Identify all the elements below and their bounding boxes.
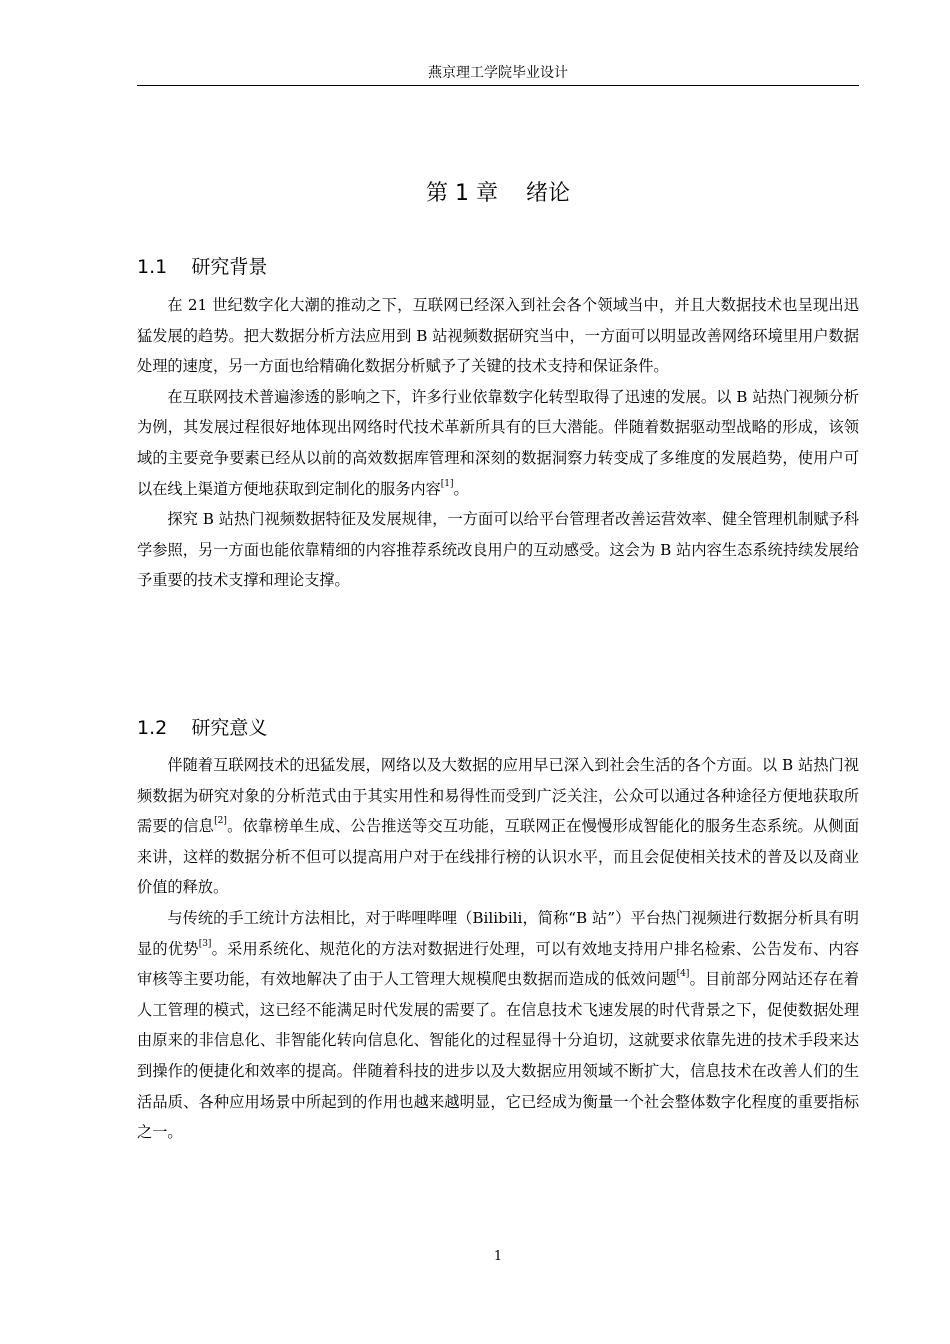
citation-ref: [4] — [676, 969, 690, 980]
section-title-significance: 1.2 研究意义 — [137, 717, 268, 739]
citation-ref: [3] — [198, 938, 212, 949]
page-number: 1 — [493, 1249, 503, 1264]
paragraph: 与传统的手工统计方法相比，对于哔哩哔哩（Bilibili，简称“B 站”）平台热门视频进行数据分析具有明显的优势[3]。采用系统化、规范化的方法对数据进行处理，可以有效地支持用户排名检索、公告发布、内容审核等主要功能，有效地解决了由于人工管理大规模爬虫数据而造成的低效问题[4]。目前部分网站还存在着人工管理的模式，这已经不能满足时代发展的需要了。在信息技术飞速发展的时代背景之下，促使数据处理由原来的非信息化、非智能化转向信息化、智能化的过程显得十分迫切，这就要求依靠先进的技术手段来达到操作的便捷化和效率的提高。伴随着科技的进步以及大数据应用领域不断扩大，信息技术在改善人们的生活品质、各种应用场景中所起到的作用也越来越明显，它已经成为衡量一个社会整体数字化程度的重要指标之一。 — [137, 908, 860, 1142]
section-body-significance — [137, 750, 859, 1148]
section-title-background: 1.1 研究背景 — [137, 256, 268, 278]
header-rule — [137, 85, 859, 86]
paragraph: 在 21 世纪数字化大潮的推动之下，互联网已经深入到社会各个领域当中，并且大数据技术也呈现出迅猛发展的趋势。把大数据分析方法应用到 B 站视频数据研究当中，一方面可以明显改善网络环境里用户数据处理的速度，另一方面也给精确化数据分析赋予了关键的技术支持和保证条件。 — [137, 296, 859, 376]
chapter-title: 第 1 章 绪论 — [426, 181, 570, 206]
section-body-background — [137, 290, 859, 596]
citation-ref: [2] — [214, 816, 227, 827]
citation-ref: [1] — [440, 478, 454, 489]
paragraph: 在互联网技术普遍渗透的影响之下，许多行业依靠数字化转型取得了迅速的发展。以 B 站热门视频分析为例，其发展过程很好地体现出网络时代技术革新所具有的巨大潜能。伴随着数据驱动型战略的形成，该领域的主要竞争要素已经从以前的高效数据库管理和深刻的数据洞察力转变成了多维度的发展趋势，使用户可以在线上渠道方便地获取到定制化的服务内容[1]。 — [137, 387, 859, 498]
paragraph: 探究 B 站热门视频数据特征及发展规律，一方面可以给平台管理者改善运营效率、健全管理机制赋予科学参照，另一方面也能依靠精细的内容推荐系统改良用户的互动感受。这会为 B 站内容生态系统持续发展给予重要的技术支撑和理论支撑。 — [137, 510, 859, 590]
page-header: 燕京理工学院毕业设计 — [428, 65, 568, 81]
paragraph: 伴随着互联网技术的迅猛发展，网络以及大数据的应用早已深入到社会生活的各个方面。以 B 站热门视频数据为研究对象的分析范式由于其实用性和易得性而受到广泛关注，公众可以通过各种途径方便地获取所需要的信息[2]。依靠榜单生成、公告推送等交互功能，互联网正在慢慢形成智能化的服务生态系统。从侧面来讲，这样的数据分析不但可以提高用户对于在线排行榜的认识水平，而且会促使相关技术的普及以及商业价值的释放。 — [137, 756, 860, 897]
